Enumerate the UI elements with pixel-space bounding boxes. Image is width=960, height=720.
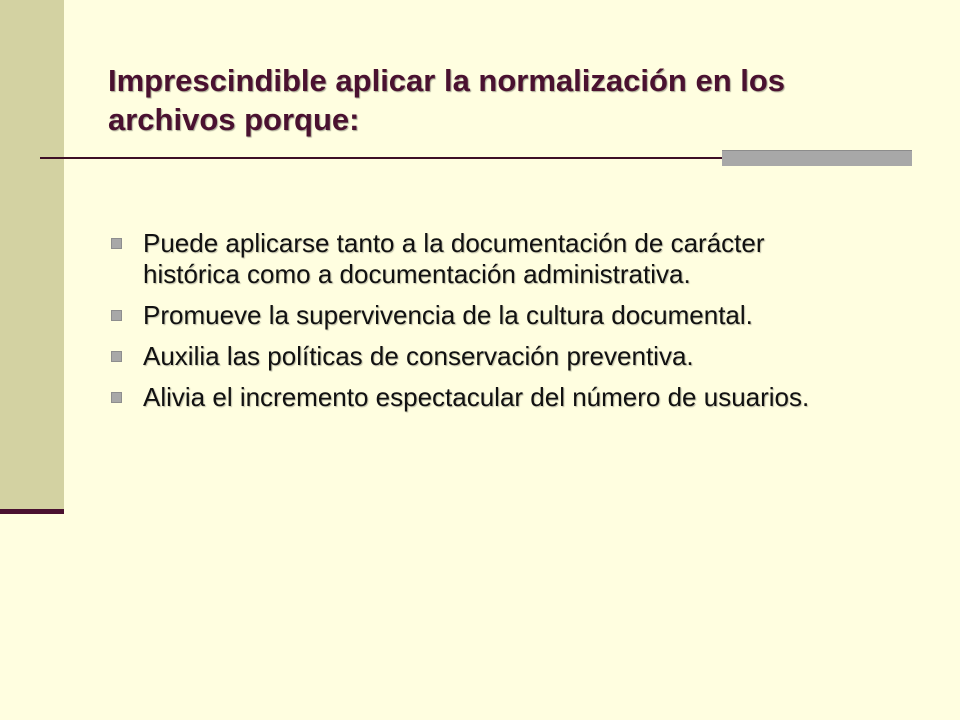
title-underline-accent bbox=[722, 150, 912, 166]
slide-title: Imprescindible aplicar la normalización en los archivos porque: bbox=[108, 63, 786, 137]
bullet-list bbox=[108, 228, 868, 423]
bullet-item bbox=[108, 341, 868, 372]
square-bullet-icon bbox=[111, 392, 122, 403]
left-decorative-bar bbox=[0, 0, 64, 510]
bullet-text: Promueve la supervivencia de la cultura documental. bbox=[143, 300, 753, 330]
bullet-item bbox=[108, 228, 868, 290]
bullet-text: Auxilia las políticas de conservación preventiva. bbox=[143, 341, 694, 371]
square-bullet-icon bbox=[111, 310, 122, 321]
bullet-text: Puede aplicarse tanto a la documentación de carácter histórica como a documentación administrativa. bbox=[143, 228, 765, 289]
bullet-text: Alivia el incremento espectacular del número de usuarios. bbox=[143, 382, 810, 412]
left-bar-accent-line bbox=[0, 509, 64, 514]
bullet-item bbox=[108, 300, 868, 331]
bullet-item bbox=[108, 382, 868, 413]
square-bullet-icon bbox=[111, 351, 122, 362]
square-bullet-icon bbox=[111, 238, 122, 249]
